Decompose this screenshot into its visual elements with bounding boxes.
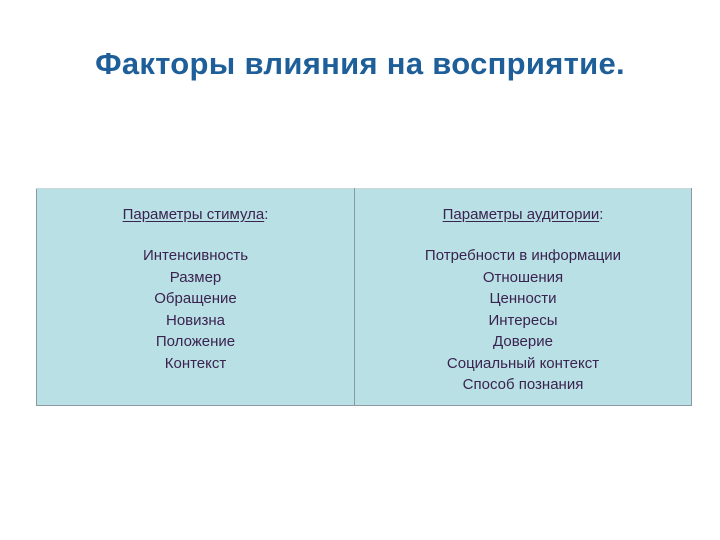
slide-title: Факторы влияния на восприятие. <box>95 46 625 81</box>
audience-header-colon: : <box>599 206 604 223</box>
audience-parameters-column <box>355 189 692 406</box>
list-item: Ценности <box>489 290 557 307</box>
list-item: Способ познания <box>462 376 584 393</box>
list-item: Доверие <box>493 333 553 350</box>
list-item: Интересы <box>488 311 558 329</box>
stimulus-parameters-list <box>37 245 354 374</box>
stimulus-header-colon: : <box>264 206 269 223</box>
stimulus-header-label: Параметры стимула <box>122 206 265 223</box>
stimulus-parameters-column <box>37 189 355 406</box>
audience-header-label: Параметры аудитории <box>442 206 600 223</box>
factors-table <box>36 188 692 406</box>
list-item: Обращение <box>154 290 237 307</box>
list-item: Новизна <box>165 311 226 329</box>
table-row <box>37 189 692 406</box>
audience-parameters-list <box>355 245 691 396</box>
stimulus-parameters-header <box>37 206 354 223</box>
list-item: Размер <box>169 268 222 286</box>
list-item: Контекст <box>164 354 227 372</box>
list-item: Интенсивность <box>142 247 249 264</box>
audience-parameters-header <box>355 206 691 223</box>
list-item: Потребности в информации <box>424 247 622 264</box>
list-item: Отношения <box>482 268 564 286</box>
list-item: Положение <box>155 333 236 350</box>
list-item: Социальный контекст <box>446 354 600 372</box>
